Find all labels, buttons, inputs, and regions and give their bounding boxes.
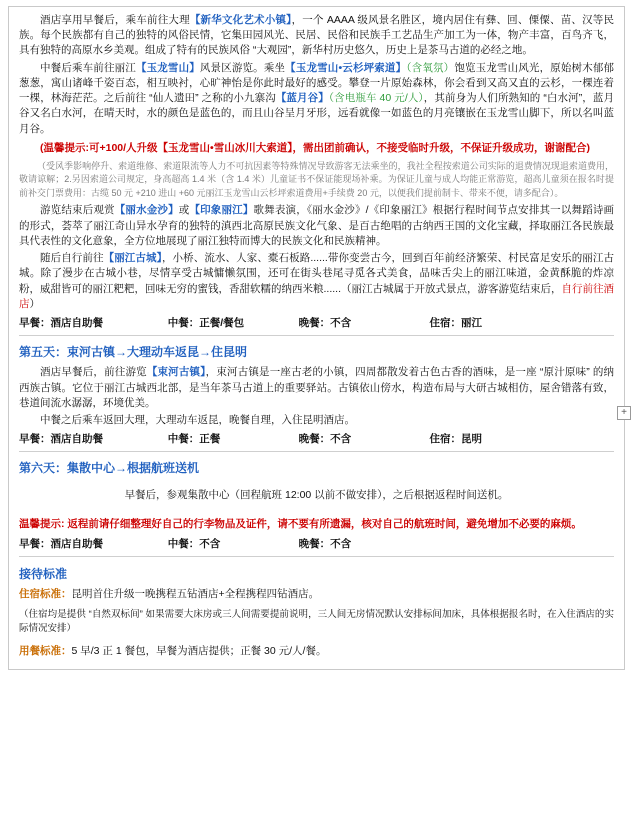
divider-day4-day5: [19, 335, 614, 336]
note-self-return-hotel: 自行前往酒店: [19, 282, 615, 310]
day6-breakfast: [19, 536, 168, 551]
day5-hotel: [430, 431, 614, 446]
day4-p4-tail: ）: [29, 297, 40, 310]
hotel-standard-label: 住宿标准：: [19, 588, 72, 601]
day4-p4-mid: ，小桥、流水、人家、橐石板路......带你变尝古今，回到百年前经济繁荣、村民富足安乐的丽江古城。除了漫步在古城小巷，尽情享受古城慵懒氛围，还可在街头巷尾寻觅各式美食，品味舌尖上的丽江味道，金黄酥脆的炸凉粉，威甜皆可的丽江粑粑，回味无穷的蜜钱，香甜软糯的纳西米粮......（丽江古城属于开放式景点，游客游览结束后，: [19, 252, 614, 295]
day5-paragraph-1: [19, 365, 614, 411]
day4-upgrade-notice: (温馨提示:可+100/人升级【玉龙雪山•雪山冰川大索道】，需出团前确认，不接受临时升级，不保证升级成功，谢谢配合): [40, 141, 590, 154]
hotel-standard-note: （住宿均是提供 “自然双标间” 如果需要大床房或三人间需要提前说明，三人间无房情况默认安排标间加床，具体根据报名时，在入住酒店的实际情况安排）: [19, 609, 614, 635]
day4-paragraph-3: [19, 203, 614, 249]
day6-dinner: [299, 536, 430, 551]
link-yunshanping-cableway[interactable]: 【玉龙雪山•云杉坪索道】: [285, 61, 407, 74]
day4-hotel-label: 住宿：: [429, 317, 462, 329]
day5-p1-tail: ，束河古镇是一座古老的小镇，四周都散发着古色古香的酒味，是一座 “原汁原味” 的纳西族古镇。它位于丽江古城西北部，是当年茶马古道上的重要驿站。古镇依山傍水，构造布局与大研古城相仿，屋舍错落有致，巷道间流水潺潺，环境优美。: [19, 366, 615, 409]
day6-title: 第六天：集散中心→根据航班送机: [19, 461, 200, 476]
day5-dinner: [299, 431, 430, 446]
day4-dinner: [299, 315, 430, 330]
day4-paragraph-2: [19, 61, 614, 137]
day5-hotel-label: 住宿：: [429, 433, 462, 446]
day5-paragraph-2: 中餐之后乘车返回大理，大理动车返昆，晚餐自理，入住昆明酒店。: [40, 414, 355, 427]
day5-breakfast-label: 早餐：: [19, 433, 51, 446]
note-oxygen-included: （含氧氛）: [406, 61, 455, 74]
day4-lunch: [168, 315, 299, 330]
day4-lunch-label: 中餐：: [167, 317, 200, 329]
day5-lunch-label: 中餐：: [167, 433, 200, 446]
day4-dinner-label: 晚餐：: [298, 317, 331, 329]
day4-p2-tail: ，其前身为人们所熟知的 “白水河”，蓝月谷又名白水河，在晴天时，水的颜色是蓝色的，而且山谷呈月牙形，远看就像一如蓝色的月亮镶嵌在玉龙雪山脚下，所以名叫蓝月谷。: [19, 92, 615, 135]
day4-paragraph-4: [19, 251, 614, 312]
reception-standard-section: [19, 565, 614, 659]
day6-dinner-value: 不含: [330, 538, 352, 551]
day6-breakfast-label: 早餐：: [19, 538, 51, 551]
day4-p2-mid2: 饱览玉龙雪山风光，原始树木郁郁葱葱，寓山诸峰千姿百态，相互映衬，心旷神怡是你此时最好的感受。攀登一片原始森林，你会看到又高又直的云杉，一棵连着一棵，林海茫茫。之后前往 “仙人遗田” 之称的小九寨沟: [19, 61, 615, 105]
day5-hotel-value: 昆明: [461, 433, 483, 446]
day4-meal-row: [19, 315, 614, 330]
day5-lunch-value: 正餐: [199, 433, 221, 446]
expand-icon[interactable]: +: [617, 406, 631, 420]
day6-breakfast-value: 酒店自助餐: [50, 538, 103, 551]
document-frame: [8, 6, 625, 670]
day4-breakfast-label: 早餐：: [19, 317, 51, 329]
link-blue-moon-valley[interactable]: 【蓝月谷】: [275, 92, 329, 105]
day4-breakfast-value: 酒店自助餐: [50, 317, 103, 329]
day4-dinner-value: 不含: [330, 317, 352, 329]
day4-p1-mid: ，一个 AAAA 级风景名胜区，境内居住有彝、回、傈僳、苗、汉等民族。每个民族都有自己的独特的风俗民情，它集田园风光、民居、民俗和民族手工艺品生产加工为一体，物产丰富，百鸟齐飞，具有独特的高原水乡美观。组成了特有的民族风俗 “大观园”，新华村历史悠久，历史上是茶马古道的必经之地。: [19, 14, 614, 57]
day5-meal-row: [19, 431, 614, 446]
day5-dinner-value: 不含: [330, 433, 352, 446]
day6-lunch-value: 不含: [199, 538, 221, 551]
link-shuhe-old-town[interactable]: 【束河古镇】: [146, 366, 206, 379]
reception-standard-title: 接待标准: [19, 567, 68, 582]
day4-p2-pre: 中餐后乘车前往丽江: [40, 61, 136, 74]
meal-standard-label: 用餐标准：: [19, 644, 72, 657]
hotel-standard-value: 昆明首住升级一晚携程五钻酒店+全程携程四钻酒店。: [71, 588, 320, 601]
day6-notice: 温馨提示: 返程前请仔细整理好自己的行李物品及证件，请不要有所遗漏，核对自己的航班时间，避免增加不必要的麻烦。: [19, 517, 582, 530]
divider-day6-standard: [19, 556, 614, 557]
link-lishui-jinsha-show[interactable]: 【丽水金沙】: [114, 204, 179, 217]
divider-day5-day6: [19, 451, 614, 452]
day5-p1-pre: 酒店早餐后，前往游览: [40, 366, 147, 379]
day4-disclaimer: （受风季影响停升、索道维修、索道限流等人力不可抗因素等特殊情况导致游客无法乘坐的，我社全程按索道公司实际的退费情况现退索道费用，敬请谅解；2.另因索道公司规定，身高超高 1.4 米（含 1.4 米）儿童证书不保证能现场补乘。为保证儿童与成人均能正常游览，超高儿童须在报名时提前补交门票费用：古缆 50 元 +210 进山 +60 元丽江玉龙雪山云杉坪索道费用+手续费 20 元，以便我们提前制卡、带来不便，请多配合）。: [19, 160, 614, 198]
day4-p3-mid2: 歌舞表演，《丽水金沙》/《印象丽江》根据行程时间节点安排其一以舞蹈诗画的形式，荟萃了丽江奇山异水孕育的独特的滇西北高原民族文化气象、是百古绝唱的古纳西王国的文化宝藏，择取丽江各民族最具代表性的文化意象，全方位地展现了丽江独特而博大的民族文化和民族精神。: [19, 204, 615, 247]
day4-hotel: [430, 315, 614, 330]
hotel-standard-line: [19, 587, 614, 602]
day5-dinner-label: 晚餐：: [298, 433, 331, 446]
link-yulong-mountain[interactable]: 【玉龙雪山】: [135, 61, 200, 74]
day6-lunch: [168, 536, 299, 551]
day6-paragraph-1: 早餐后，参观集散中心（回程航班 12:00 以前不做安排），之后根据返程时间送机。: [124, 488, 509, 501]
day5-title: 第五天：束河古镇→大理动车返昆→住昆明: [19, 345, 248, 359]
day5-breakfast-value: 酒店自助餐: [50, 433, 103, 446]
day4-paragraph-1: [19, 13, 614, 59]
day6-lunch-label: 中餐：: [167, 538, 200, 551]
day4-p2-mid1: 风景区游览。乘坐: [199, 61, 286, 74]
day6-hotel: [430, 536, 614, 551]
day6-dinner-label: 晚餐：: [298, 538, 331, 551]
note-shuttle-fee: （含电瓶车 40 元/人）: [328, 92, 424, 105]
day5-lunch: [168, 431, 299, 446]
meal-standard-value: 5 早/3 正 1 餐包，早餐为酒店提供；正餐 30 元/人/餐。: [71, 644, 327, 657]
day4-p4-pre: 随后自行前往: [40, 252, 104, 265]
day4-lunch-value: 正餐/餐包: [199, 317, 245, 329]
day4-hotel-value: 丽江: [461, 317, 483, 329]
day4-breakfast: [19, 315, 168, 330]
meal-standard-line: [19, 644, 614, 659]
day5-breakfast: [19, 431, 168, 446]
link-impression-lijiang-show[interactable]: 【印象丽江】: [189, 204, 254, 217]
day4-p3-mid1: 或: [178, 204, 190, 217]
day6-meal-row: [19, 536, 614, 551]
day4-p3-pre: 游览结束后观赏: [40, 204, 115, 217]
link-xinhua-town[interactable]: 【新华文化艺术小镇】: [189, 14, 292, 26]
day4-p1-pre: 酒店享用早餐后，乘车前往大理: [40, 14, 190, 26]
link-lijiang-old-town[interactable]: 【丽江古城】: [103, 252, 162, 265]
